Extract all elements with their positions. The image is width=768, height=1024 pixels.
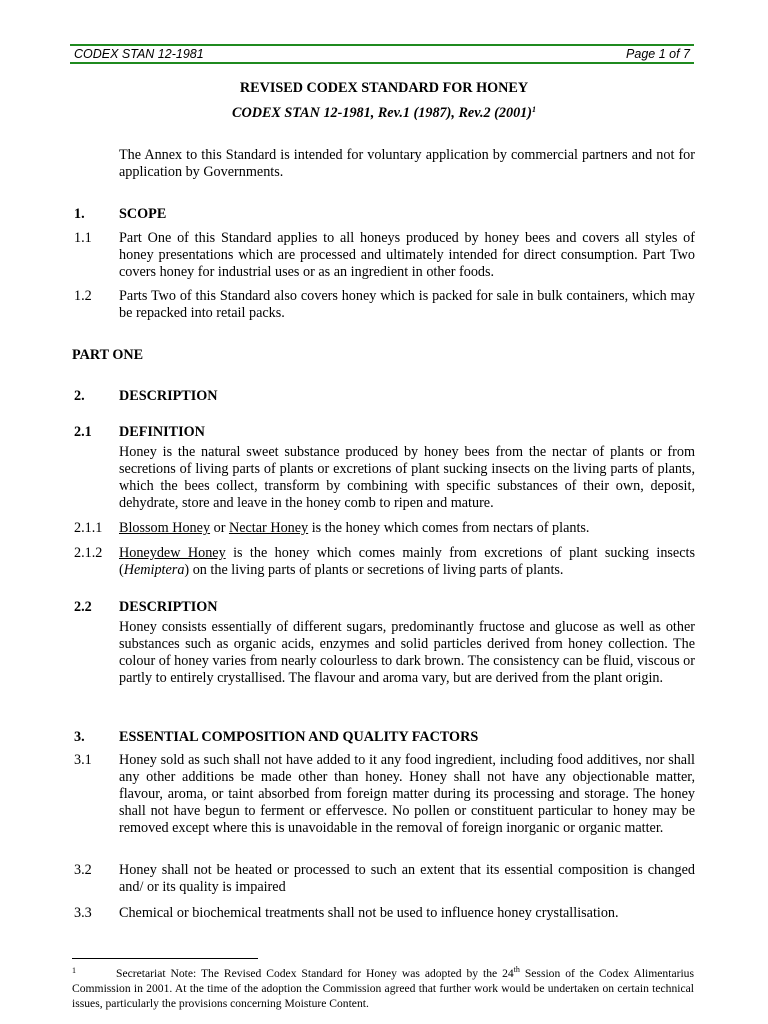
intro-paragraph: The Annex to this Standard is intended for voluntary application by commercial partners and not for application by Governments. (119, 147, 695, 180)
clause-2-1-1-text (119, 520, 695, 537)
subtitle-text: CODEX STAN 12-1981, Rev.1 (1987), Rev.2 (2001) (231, 105, 532, 121)
term-nectar-honey: Nectar Honey (228, 520, 309, 536)
clause-3-1-text: Honey sold as such shall not have added to it any food ingredient, including food additives, nor shall any other additions be made other than honey. Honey shall not have any objectionable matter, flavour, aroma, or taint absorbed from foreign matter during its processing and storage. The honey shall not have begun to ferment or effervesce. No pollen or constituent particular to honey may be removed except where this is unavoidable in the removal of foreign inorganic or organic matter. (119, 752, 695, 836)
clause-2-1-2-text (119, 545, 695, 579)
clause-2-1-2-part-b: ) on the living parts of plants or secretions of living parts of plants. (184, 562, 564, 578)
document-title: REVISED CODEX STANDARD FOR HONEY (239, 80, 529, 96)
clause-2-1-2-number: 2.1.2 (74, 545, 103, 561)
section-1-number: 1. (74, 206, 85, 222)
clause-3-3-text: Chemical or biochemical treatments shall not be used to influence honey crystallisation. (119, 905, 619, 921)
section-1-heading: SCOPE (119, 206, 167, 222)
section-3-heading: ESSENTIAL COMPOSITION AND QUALITY FACTORS (119, 729, 479, 745)
clause-2-1-2-part-a: is the honey which comes mainly from excretions of plant sucking insects ( (119, 545, 695, 578)
footnote-text-b: Session of the Codex Alimentarius Commission in 2001. At the time of the adoption the Commission agreed that further work would be undertaken on certain technical issues, particularly the provisions concerning Moisture Content. (72, 967, 694, 1010)
clause-1-1-number: 1.1 (74, 230, 92, 246)
page-header (70, 44, 694, 64)
header-page-number: Page 1 of 7 (626, 47, 690, 61)
clause-2-2-number: 2.2 (74, 599, 92, 615)
description-text: Honey consists essentially of different sugars, predominantly fructose and glucose as well as other substances such as organic acids, enzymes and solid particles derived from honey collection. The colour of honey varies from nearly colourless to dark brown. The consistency can be fluid, viscous or partly to entirely crystallised. The flavour and aroma vary, but are derived from the plant origin. (119, 619, 695, 686)
section-2-heading: DESCRIPTION (119, 388, 218, 404)
clause-2-1-1-rest: is the honey which comes from nectars of plants. (308, 520, 590, 536)
footnote-ordinal-suffix: th (513, 965, 520, 974)
term-or: or (210, 520, 229, 536)
clause-3-1-number: 3.1 (74, 752, 92, 768)
clause-3-2-number: 3.2 (74, 862, 92, 878)
document-subtitle (0, 105, 768, 122)
footnote-reference[interactable]: 1 (532, 105, 536, 114)
footnote-separator (72, 958, 258, 959)
part-one-heading: PART ONE (72, 347, 144, 363)
section-2-number: 2. (74, 388, 85, 404)
clause-2-1-1-number: 2.1.1 (74, 520, 103, 536)
header-standard-code: CODEX STAN 12-1981 (74, 47, 204, 61)
term-honeydew-honey: Honeydew Honey (119, 545, 226, 561)
term-hemiptera: Hemiptera (123, 562, 185, 578)
clause-1-1-text: Part One of this Standard applies to all honeys produced by honey bees and covers all styles of honey presentations which are processed and ultimately intended for direct consumption. Part Two covers honey for industrial uses or as an ingredient in other foods. (119, 230, 695, 280)
section-3-number: 3. (74, 729, 85, 745)
clause-2-1-number: 2.1 (74, 424, 92, 440)
clause-1-2-text: Parts Two of this Standard also covers honey which is packed for sale in bulk containers, which may be repacked into retail packs. (119, 288, 695, 321)
definition-text: Honey is the natural sweet substance produced by honey bees from the nectar of plants or from secretions of living parts of plants or excretions of plant sucking insects on the living parts of plants, which the bees collect, transform by combining with specific substances of their own, deposit, dehydrate, store and leave in the honey comb to ripen and mature. (119, 444, 695, 511)
footnote-text-a: Secretariat Note: The Revised Codex Standard for Honey was adopted by the 24 (116, 967, 514, 980)
footnote: 1 Secretariat Note: The Revised Codex Standard for Honey was adopted by the 24th Session of the Codex Alimentarius Commission in 2001. At the time of the adoption the Commission agreed that further work would be undertaken on certain technical issues, particularly the provisions concerning Moisture Content. (72, 965, 694, 1010)
clause-1-2-number: 1.2 (74, 288, 92, 304)
clause-3-2-text: Honey shall not be heated or processed to such an extent that its essential composition is changed and/ or its quality is impaired (119, 862, 695, 895)
clause-2-2-heading: DESCRIPTION (119, 599, 218, 615)
clause-2-1-heading: DEFINITION (119, 424, 205, 440)
term-blossom-honey: Blossom Honey (119, 520, 211, 536)
clause-3-3-number: 3.3 (74, 905, 92, 921)
